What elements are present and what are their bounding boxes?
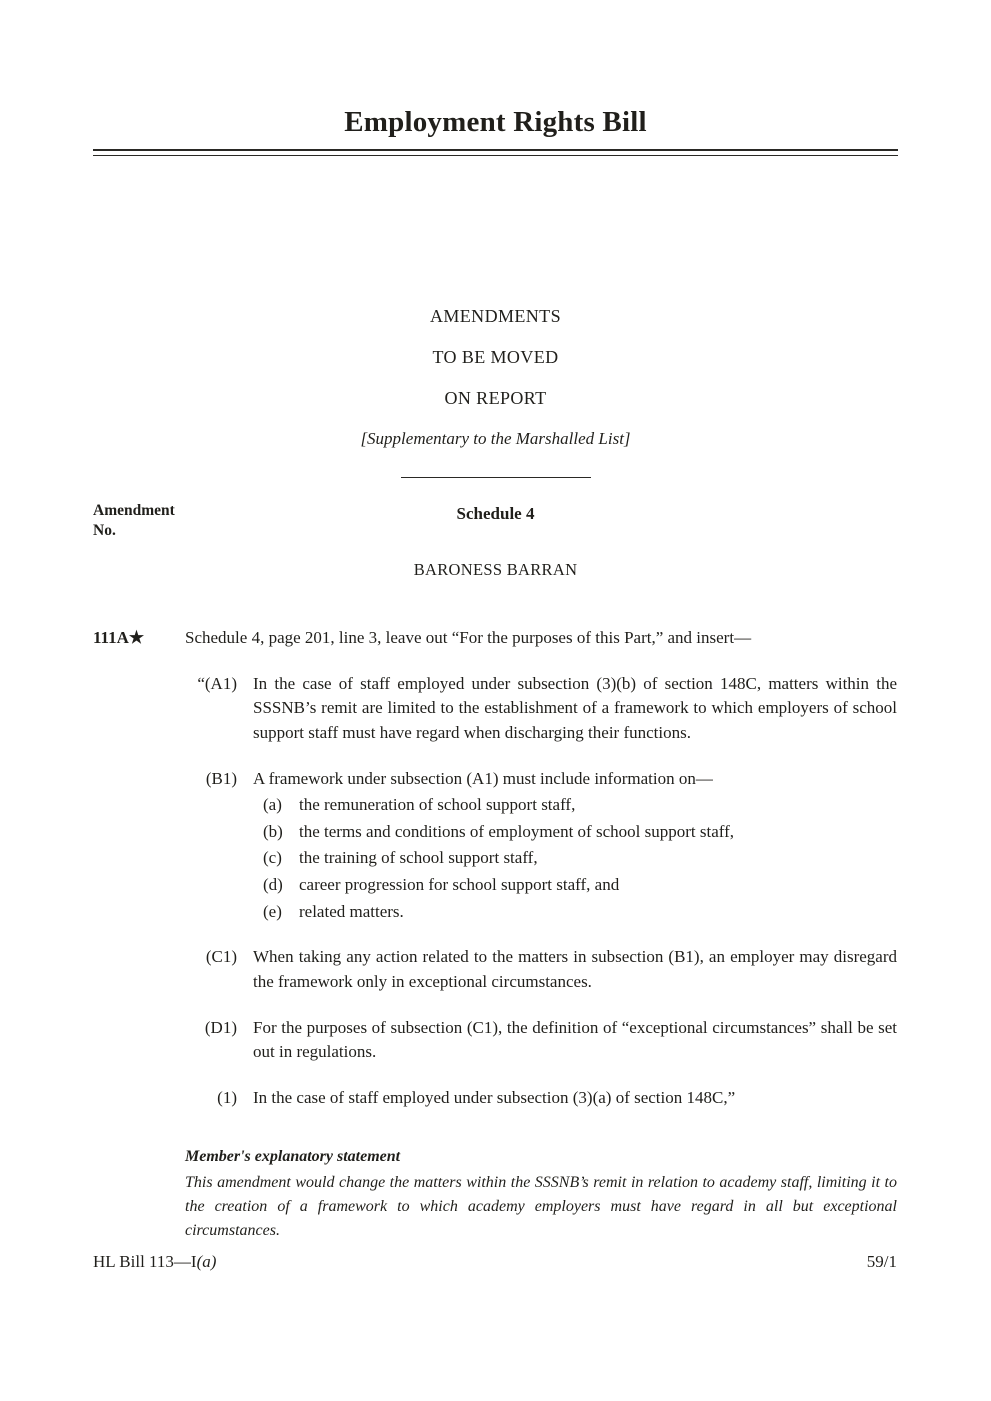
amendment-no-line2: No.	[93, 522, 116, 540]
footer-page-number: 59/1	[866, 1252, 897, 1271]
heading-line-to-be-moved: TO BE MOVED	[432, 347, 559, 367]
list-item-e-text: related matters.	[299, 901, 404, 921]
subsection-b1	[185, 767, 897, 925]
list-item-e	[253, 900, 897, 925]
list-item-c-text: the training of school support staff,	[299, 848, 538, 868]
subsection-d1-label: (D1)	[204, 1017, 237, 1037]
subsection-d1-text: For the purposes of subsection (C1), the definition of “exceptional circumstances” shall be set out in regulations.	[253, 1017, 897, 1062]
schedule-row	[0, 502, 991, 540]
list-item-d-text: career progression for school support staff, and	[299, 875, 620, 895]
subsection-a1-text: In the case of staff employed under subsection (3)(b) of section 148C, matters within the SSSNB’s remit are limited to the establishment of a framework to which employers of school support staff must have regard when discharging their functions.	[253, 673, 897, 742]
list-item-a-text: the remuneration of school support staff,	[299, 795, 576, 815]
amendment-number	[93, 626, 185, 1243]
list-item-a	[253, 793, 897, 818]
heading-subtitle: [Supplementary to the Marshalled List]	[360, 429, 631, 448]
amendment-instruction: Schedule 4, page 201, line 3, leave out “For the purposes of this Part,” and insert—	[185, 628, 752, 647]
title-double-rule	[93, 149, 898, 156]
schedule-heading: Schedule 4	[456, 504, 535, 523]
amendment-number-text: 111A	[93, 628, 129, 647]
list-item-c	[253, 846, 897, 871]
explanatory-statement	[185, 1145, 897, 1243]
subsection-b1-content	[253, 767, 897, 925]
amendment-no-margin-note	[93, 501, 175, 541]
mover-name: BARONESS BARRAN	[413, 560, 578, 579]
footer-bill-ref-suffix: (a)	[196, 1252, 217, 1271]
subsection-a1-label: “(A1)	[197, 673, 237, 693]
subsection-a1	[185, 672, 897, 746]
amendment-block	[93, 626, 897, 1243]
amendment-body	[185, 626, 897, 1243]
heading-block	[0, 306, 991, 449]
list-item-b-label: (b)	[263, 821, 283, 841]
subsection-c1-content	[253, 945, 897, 994]
subsection-c1-label: (C1)	[205, 947, 237, 967]
subsection-1	[185, 1086, 897, 1111]
section-divider-rule	[401, 477, 591, 478]
heading-line-on-report: ON REPORT	[444, 388, 547, 408]
footer-bill-ref-main: HL Bill 113—I	[93, 1252, 197, 1271]
subsection-b1-list	[253, 793, 897, 924]
explanatory-heading: Member's explanatory statement	[185, 1147, 401, 1165]
subsection-b1-text: A framework under subsection (A1) must include information on—	[253, 768, 713, 788]
heading-line-amendments: AMENDMENTS	[429, 306, 561, 326]
subsection-1-text: In the case of staff employed under subsection (3)(a) of section 148C,”	[253, 1087, 736, 1107]
list-item-a-label: (a)	[263, 795, 282, 815]
document-title: Employment Rights Bill	[344, 106, 647, 138]
explanatory-text: This amendment would change the matters within the SSSNB’s remit in relation to academy staff, limiting it to the creation of a framework to which academy employers must have regard in all but exceptional circumstances.	[185, 1173, 897, 1239]
page-footer	[93, 1252, 897, 1272]
subsection-a1-content	[253, 672, 897, 746]
subsection-d1-content	[253, 1016, 897, 1065]
amendment-no-line1: Amendment	[93, 502, 175, 519]
footer-bill-reference	[93, 1252, 216, 1272]
subsection-c1	[185, 945, 897, 994]
subsection-b1-label: (B1)	[205, 768, 237, 788]
list-item-d	[253, 873, 897, 898]
subsection-1-content	[253, 1086, 897, 1111]
star-icon: ★	[128, 628, 145, 647]
subsection-d1	[185, 1016, 897, 1065]
list-item-d-label: (d)	[263, 875, 283, 895]
list-item-b-text: the terms and conditions of employment of school support staff,	[299, 821, 735, 841]
subsection-1-label: (1)	[217, 1087, 237, 1107]
list-item-b	[253, 820, 897, 845]
subsection-c1-text: When taking any action related to the matters in subsection (B1), an employer may disregard the framework only in exceptional circumstances.	[253, 947, 897, 992]
list-item-e-label: (e)	[263, 901, 282, 921]
list-item-c-label: (c)	[263, 848, 282, 868]
